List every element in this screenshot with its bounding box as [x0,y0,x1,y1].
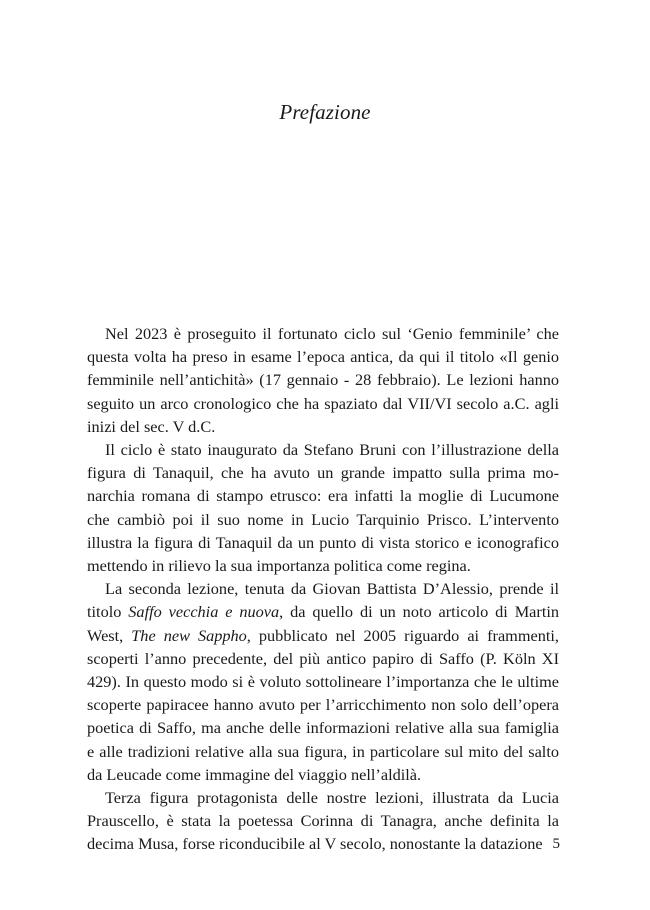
paragraph-3-text-b: , da quello di un noto articolo di Martin West, [87,602,560,645]
paragraph-2 [87,438,559,577]
page-title: Prefazione [279,100,371,124]
paragraph-1-text: Nel 2023 è proseguito il fortunato ciclo sul ‘Genio femminile’ che questa volta ha preso in esame l’epoca antica, da qui il titolo «Il genio femminile nell’antichità» (17 gennaio - 28 febbraio). Le lezioni hanno seguito un arco cronologico che ha spaziato dal VII/VI secolo a.C. agli inizi del sec. V d.C. [87,324,559,436]
work-title-new-sappho: The new Sappho [131,625,247,645]
paragraph-4 [87,786,559,856]
paragraph-1 [87,322,559,438]
page-number: 5 [552,836,560,852]
paragraph-3 [87,577,559,786]
paragraph-3-text-c: , pubblicato nel 2005 riguardo ai frammenti, scoperti l’anno precedente, del più antico papiro di Saffo (P. Köln XI 429). In questo modo si è voluto sottolineare l’importanza che le ultime scoperte papiracee hanno avuto per l’arricchimento non solo dell’opera poetica di Saffo, ma anche delle informazioni relative alla sua famiglia e alle tradizioni relative alla sua figura, in particolare sul mito del salto da Leucade come immagine del viaggio nell’aldilà. [87,625,559,784]
work-title-saffo: Saffo vecchia e nuova [128,602,280,622]
paragraph-2-text: Il ciclo è stato inaugurato da Stefano Bruni con l’illustrazione della figura di Tanaquil, che ha avuto un grande impatto sulla prima monarchia romana di stampo etrusco: era infatti la moglie di Lucumone che cambiò poi il suo nome in Lucio Tarquinio Prisco. L’intervento illustra la figura di Tanaquil da un punto di vista storico e iconografico mettendo in rilievo la sua importanza politica come regina. [87,440,559,576]
paragraph-4-text: Terza figura protagonista delle nostre lezioni, illustrata da Lucia Prauscello, è stata la poetessa Corinna di Tanagra, anche definita la decima Musa, forse riconducibile al V secolo, nonostante la datazione [87,788,559,854]
body-text [87,322,559,856]
paragraph-3-text-a: La seconda lezione, tenuta da Giovan Battista D’Alessio, prende il titolo [87,579,559,622]
